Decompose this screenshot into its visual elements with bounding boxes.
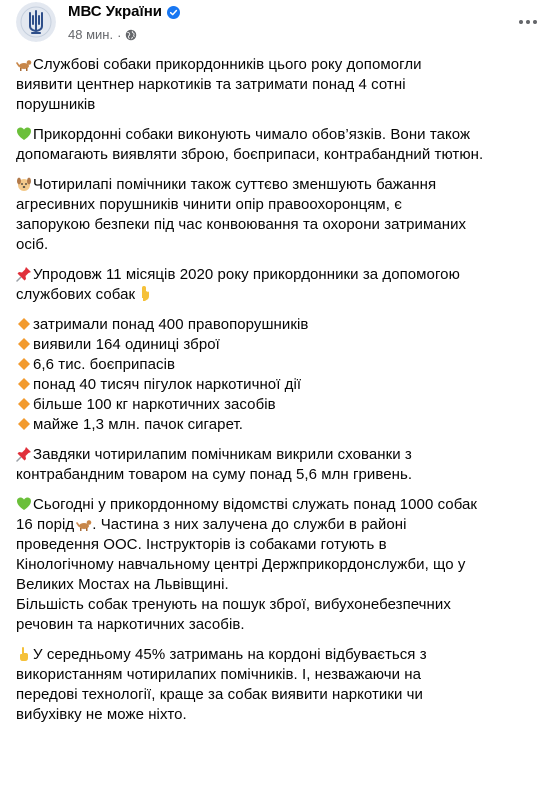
orange-diamond-emoji-icon: [16, 396, 32, 412]
text-line: Прикордонні собаки виконують чимало обов’язків. Вони також: [16, 125, 548, 145]
text-line: контрабандним товаром на суму понад 5,6 млн гривень.: [16, 466, 413, 483]
text-line: Більшість собак тренують на пошук зброї, вибухонебезпечних: [16, 596, 451, 613]
dog-emoji-icon: [16, 56, 32, 72]
orange-diamond-emoji-icon: [16, 416, 32, 432]
globe-icon[interactable]: [125, 29, 137, 41]
text-line: Чотирилапі помічники також суттєво зменшують бажання: [16, 175, 548, 195]
paragraph-stats-intro: [16, 265, 548, 305]
dog-face-emoji-icon: [16, 176, 32, 192]
verified-badge-icon: [167, 6, 180, 19]
paragraph-helpers: [16, 175, 548, 255]
text-line: 16 порід . Частина з них залучена до служби в районі: [16, 516, 407, 533]
meta-separator: ·: [117, 27, 122, 43]
text-line: Сьогодні у прикордонному відомстві служать понад 1000 собак: [16, 495, 548, 515]
post-timestamp[interactable]: 48 мин.: [68, 27, 114, 42]
pointing-hand-emoji-icon: [16, 646, 32, 662]
list-item: виявили 164 одиниці зброї: [16, 335, 548, 355]
orange-diamond-emoji-icon: [16, 336, 32, 352]
text-line: допомагають виявляти зброю, боєприпаси, контрабандний тютюн.: [16, 146, 484, 163]
text-line: проведення ООС. Інструкторів із собаками готують в: [16, 536, 387, 553]
list-item: понад 40 тисяч пігулок наркотичної дії: [16, 375, 548, 395]
text-line: запорукою безпеки під час конвоювання та охорони затриманих: [16, 216, 467, 233]
text-line: речовин та наркотичних засобів.: [16, 616, 245, 633]
pushpin-emoji-icon: [16, 266, 32, 282]
paragraph-dogs-intro: [16, 55, 548, 115]
text-line: Службові собаки прикордонників цього року допомогли: [16, 55, 548, 75]
more-horizontal-icon: [518, 19, 538, 25]
list-item: майже 1,3 млн. пачок сигарет.: [16, 415, 548, 435]
text-line: агресивних порушників чинити опір правоохоронцям, є: [16, 196, 402, 213]
list-item: 6,6 тис. боєприпасів: [16, 355, 548, 375]
author-name[interactable]: МВС України: [68, 3, 163, 20]
text-line: Кінологічному навчальному центрі Держприкордонслужби, що у: [16, 556, 466, 573]
orange-diamond-emoji-icon: [16, 316, 32, 332]
green-heart-emoji-icon: [16, 496, 32, 512]
text-line: осіб.: [16, 236, 49, 253]
point-down-emoji-icon: [137, 286, 153, 302]
text-line: вибухівку не може ніхто.: [16, 706, 187, 723]
text-line: Великих Мостах на Львівщині.: [16, 576, 229, 593]
text-line: Упродовж 11 місяців 2020 року прикордонники за допомогою: [16, 265, 548, 285]
list-item: більше 100 кг наркотичних засобів: [16, 395, 548, 415]
pushpin-emoji-icon: [16, 446, 32, 462]
orange-diamond-emoji-icon: [16, 356, 32, 372]
text-line: порушників: [16, 96, 96, 113]
text-line: службових собак: [16, 285, 548, 305]
post-header: [16, 2, 542, 46]
text-line: У середньому 45% затримань на кордоні відбувається з: [16, 645, 548, 665]
orange-diamond-emoji-icon: [16, 376, 32, 392]
trident-emblem-icon: [16, 2, 56, 42]
text-line: передові технології, краще за собак виявити наркотики чи: [16, 686, 423, 703]
text-line: виявити центнер наркотиків та затримати понад 4 сотні: [16, 76, 406, 93]
paragraph-duties: [16, 125, 548, 165]
text-line: використанням чотирилапих помічників. І, незважаючи на: [16, 666, 422, 683]
page-avatar[interactable]: [16, 2, 56, 42]
author-block: [68, 2, 180, 45]
list-item: затримали понад 400 правопорушників: [16, 315, 548, 335]
paragraph-percentage: [16, 645, 548, 725]
paragraph-service: [16, 495, 548, 635]
dog-emoji-icon: [76, 516, 92, 532]
more-options-button[interactable]: [514, 8, 542, 36]
text-line: Завдяки чотирилапим помічникам викрили схованки з: [16, 445, 548, 465]
post-text: [16, 55, 548, 735]
stats-list: [16, 315, 548, 435]
paragraph-caches: [16, 445, 548, 485]
green-heart-emoji-icon: [16, 126, 32, 142]
